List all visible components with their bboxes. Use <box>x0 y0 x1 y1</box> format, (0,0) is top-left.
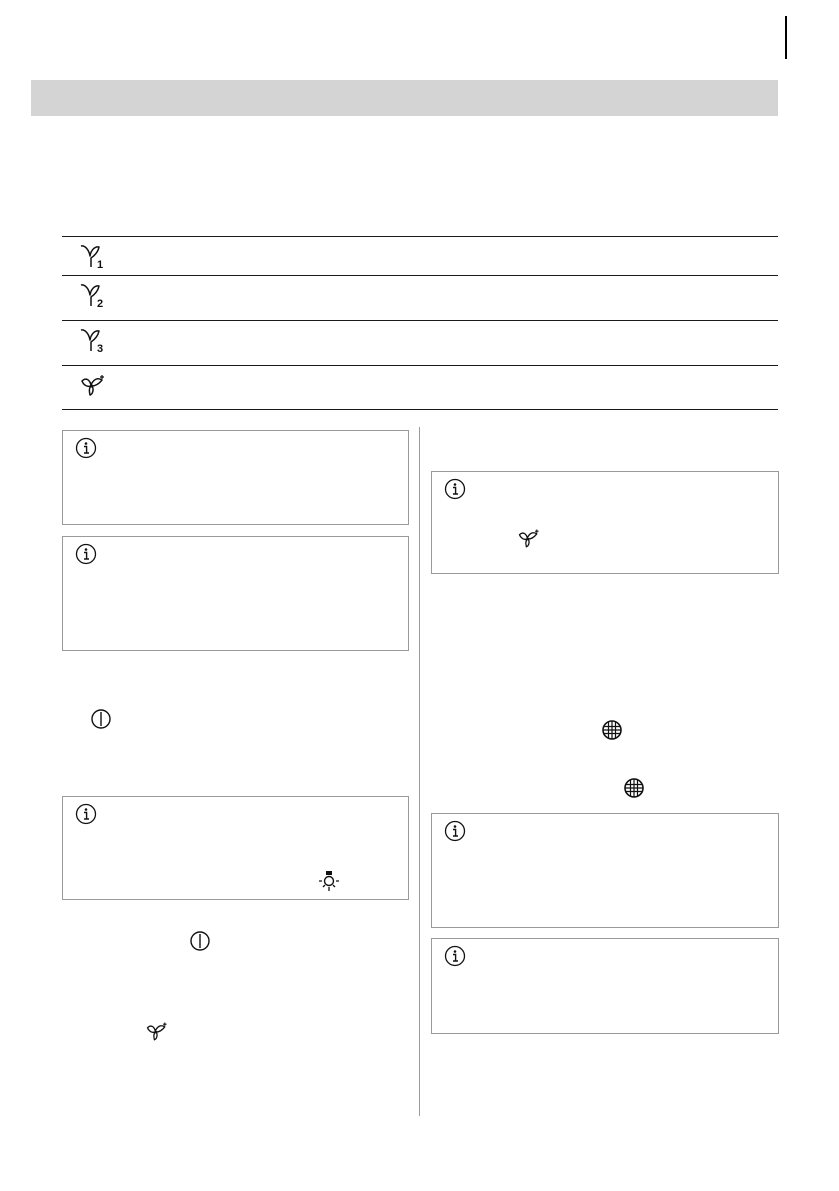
info-icon <box>444 945 466 967</box>
table-row <box>62 365 778 410</box>
info-icon <box>444 820 466 842</box>
fan-level-table <box>62 236 778 410</box>
info-note <box>62 536 409 651</box>
power-icon <box>90 708 112 730</box>
info-icon <box>444 478 466 500</box>
grease-filter-icon <box>601 719 623 741</box>
info-note <box>431 813 779 928</box>
info-note <box>62 430 409 525</box>
fan-boost-icon <box>516 527 542 551</box>
fan-speed-3-icon <box>78 328 108 354</box>
fan-speed-1-icon <box>78 244 108 270</box>
fan-boost-icon <box>78 373 108 399</box>
light-icon <box>317 870 341 892</box>
info-note <box>431 938 779 1034</box>
grease-filter-icon <box>623 777 645 799</box>
table-row <box>62 236 778 275</box>
power-icon <box>189 930 211 952</box>
info-icon <box>75 437 97 459</box>
table-row <box>62 275 778 320</box>
svg-text:1: 1 <box>97 259 104 270</box>
column-divider <box>419 427 420 1116</box>
section-header <box>31 80 778 116</box>
page-edge-mark <box>785 16 787 59</box>
fan-boost-icon <box>144 1020 170 1044</box>
svg-text:2: 2 <box>97 298 104 309</box>
info-icon <box>75 543 97 565</box>
table-row <box>62 320 778 365</box>
info-icon <box>75 803 97 825</box>
fan-speed-2-icon <box>78 283 108 309</box>
info-note <box>62 796 409 900</box>
info-note <box>431 471 779 574</box>
svg-text:3: 3 <box>97 343 104 354</box>
